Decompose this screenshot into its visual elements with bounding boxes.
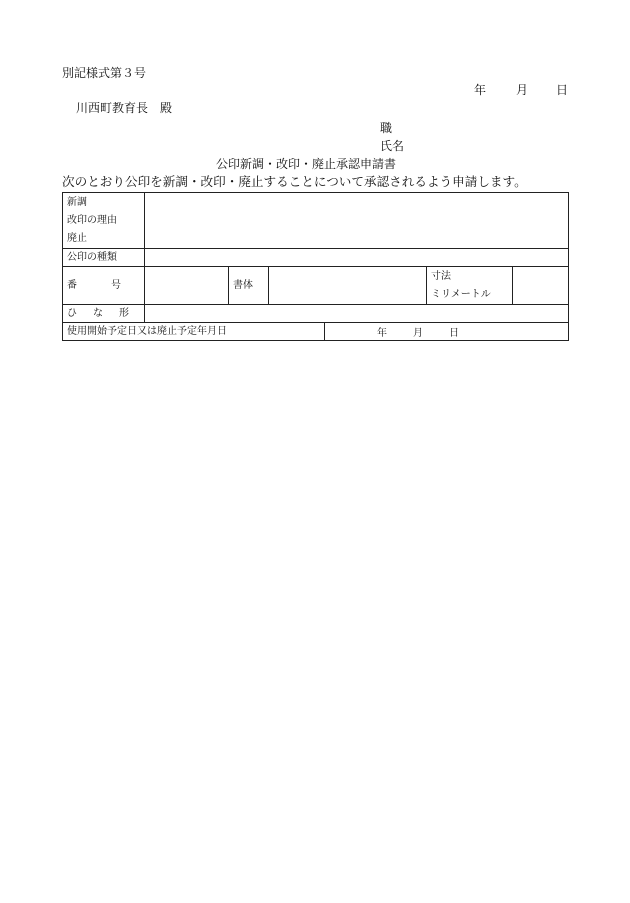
table-row (63, 305, 569, 323)
reason-input-cell[interactable] (145, 193, 569, 249)
start-date-year-label: 年 (377, 328, 387, 339)
size-unit-label: ミリメートル (431, 288, 491, 300)
date-month-label: 月 (516, 83, 529, 97)
applicant-name-label: 氏名 (380, 139, 405, 153)
application-form-table (62, 192, 569, 341)
reason-change-label: 改印の理由 (67, 214, 117, 226)
number-label-right: 号 (111, 279, 121, 291)
reason-new-label: 新調 (67, 196, 87, 208)
start-date-month-label: 月 (413, 328, 423, 339)
number-label-left: 番 (67, 279, 77, 291)
size-label-cell (427, 267, 513, 305)
number-label-cell (63, 267, 145, 305)
form-number: 別記様式第３号 (62, 66, 147, 80)
sample-label-char-2: な (93, 307, 103, 319)
sample-input-cell[interactable] (145, 305, 569, 323)
sample-label-char-3: 形 (119, 307, 129, 319)
start-date-input-cell[interactable] (325, 323, 569, 341)
table-row (63, 323, 569, 341)
number-input-cell[interactable] (145, 267, 229, 305)
sample-label-cell (63, 305, 145, 323)
addressee: 川西町教育長 殿 (76, 101, 173, 115)
reason-label-cell (63, 193, 145, 249)
font-input-cell[interactable] (269, 267, 427, 305)
size-input-cell[interactable] (513, 267, 569, 305)
table-row (63, 267, 569, 305)
start-date-day-label: 日 (449, 328, 459, 339)
sample-label-char-1: ひ (67, 307, 77, 319)
application-statement: 次のとおり公印を新調・改印・廃止することについて承認されるよう申請します。 (62, 174, 527, 189)
reason-abolish-label: 廃止 (67, 232, 87, 244)
applicant-position-label: 職 (380, 121, 393, 135)
font-label: 書体 (229, 267, 269, 305)
size-label: 寸法 (431, 270, 451, 282)
seal-type-label: 公印の種類 (63, 249, 145, 267)
seal-type-input-cell[interactable] (145, 249, 569, 267)
date-year-label: 年 (474, 83, 487, 97)
start-date-label: 使用開始予定日又は廃止予定年月日 (63, 323, 325, 341)
table-row (63, 193, 569, 249)
date-day-label: 日 (556, 83, 569, 97)
document-title: 公印新調・改印・廃止承認申請書 (216, 157, 397, 171)
table-row (63, 249, 569, 267)
